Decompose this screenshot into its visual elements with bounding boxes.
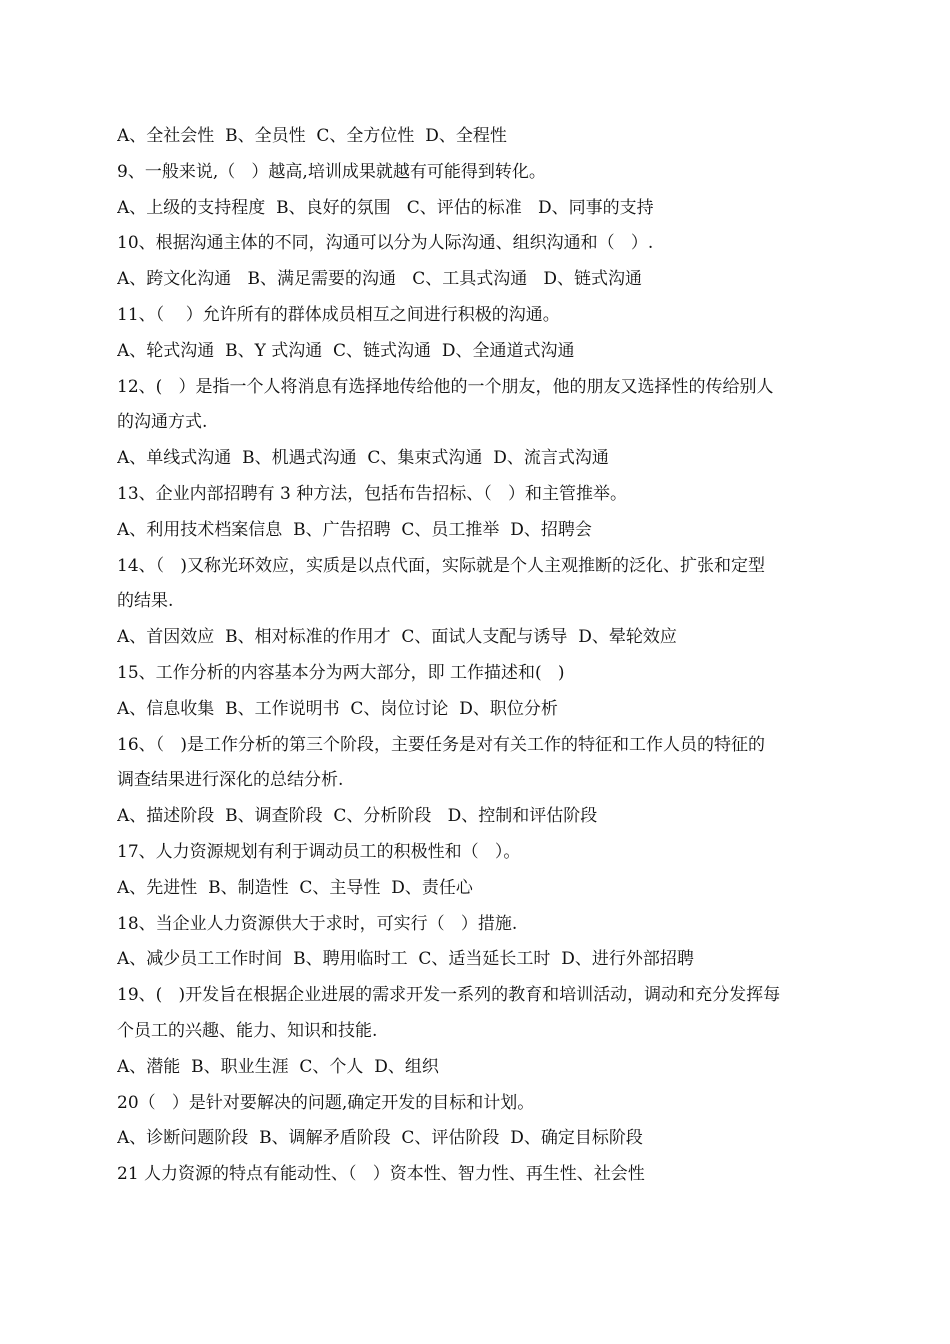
text-line: A、全社会性 B、全员性 C、全方位性 D、全程性 xyxy=(117,126,507,146)
options-9: A、上级的支持程度 B、良好的氛围 C、评估的标准 D、同事的支持 xyxy=(117,197,654,218)
options-17: A、先进性 B、制造性 C、主导性 D、责任心 xyxy=(117,877,473,898)
question-15: 15、工作分析的内容基本分为两大部分，即 工作描述和( ) xyxy=(117,662,565,683)
options-19: A、潜能 B、职业生涯 C、个人 D、组织 xyxy=(117,1056,439,1077)
options-15: A、信息收集 B、工作说明书 C、岗位讨论 D、职位分析 xyxy=(117,698,558,719)
question-14: 14、（ )又称光环效应，实质是以点代面，实际就是个人主观推断的泛化、扩张和定型 xyxy=(117,555,765,576)
question-17: 17、人力资源规划有利于调动员工的积极性和（ ）。 xyxy=(117,841,521,862)
question-19-cont: 个员工的兴趣、能力、知识和技能. xyxy=(117,1020,378,1041)
document-page xyxy=(117,119,867,1193)
question-18: 18、当企业人力资源供大于求时，可实行（ ）措施. xyxy=(117,913,518,934)
question-11: 11、（ ）允许所有的群体成员相互之间进行积极的沟通。 xyxy=(117,304,560,325)
question-21: 21 人力资源的特点有能动性、（ ）资本性、智力性、再生性、社会性 xyxy=(117,1164,645,1185)
question-9: 9、一般来说,（ ）越高,培训成果就越有可能得到转化。 xyxy=(117,161,546,182)
options-10: A、跨文化沟通 B、满足需要的沟通 C、工具式沟通 D、链式沟通 xyxy=(117,269,643,290)
question-16-cont: 调查结果进行深化的总结分析. xyxy=(117,770,344,791)
options-18: A、减少员工工作时间 B、聘用临时工 C、适当延长工时 D、进行外部招聘 xyxy=(117,949,694,970)
question-20: 20（ ）是针对要解决的问题,确定开发的目标和计划。 xyxy=(117,1092,535,1113)
options-13: A、利用技术档案信息 B、广告招聘 C、员工推举 D、招聘会 xyxy=(117,519,592,540)
question-14-cont: 的结果. xyxy=(117,591,174,612)
options-11: A、轮式沟通 B、Y 式沟通 C、链式沟通 D、全通道式沟通 xyxy=(117,340,575,361)
options-14: A、首因效应 B、相对标准的作用才 C、面试人支配与诱导 D、晕轮效应 xyxy=(117,627,677,648)
question-19: 19、( )开发旨在根据企业进展的需求开发一系列的教育和培训活动，调动和充分发挥每 xyxy=(117,985,781,1006)
options-12: A、单线式沟通 B、机遇式沟通 C、集束式沟通 D、流言式沟通 xyxy=(117,448,609,469)
question-16: 16、（ )是工作分析的第三个阶段，主要任务是对有关工作的特征和工作人员的特征的 xyxy=(117,734,765,755)
question-13: 13、企业内部招聘有 3 种方法，包括布告招标、（ ）和主管推举。 xyxy=(117,483,627,504)
question-12-cont: 的沟通方式. xyxy=(117,412,208,433)
options-20: A、诊断问题阶段 B、调解矛盾阶段 C、评估阶段 D、确定目标阶段 xyxy=(117,1128,643,1149)
options-16: A、描述阶段 B、调查阶段 C、分析阶段 D、控制和评估阶段 xyxy=(117,806,598,827)
question-12: 12、( ）是指一个人将消息有选择地传给他的一个朋友，他的朋友又选择性的传给别人 xyxy=(117,376,774,397)
question-10: 10、根据沟通主体的不同，沟通可以分为人际沟通、组织沟通和（ ）. xyxy=(117,233,654,254)
